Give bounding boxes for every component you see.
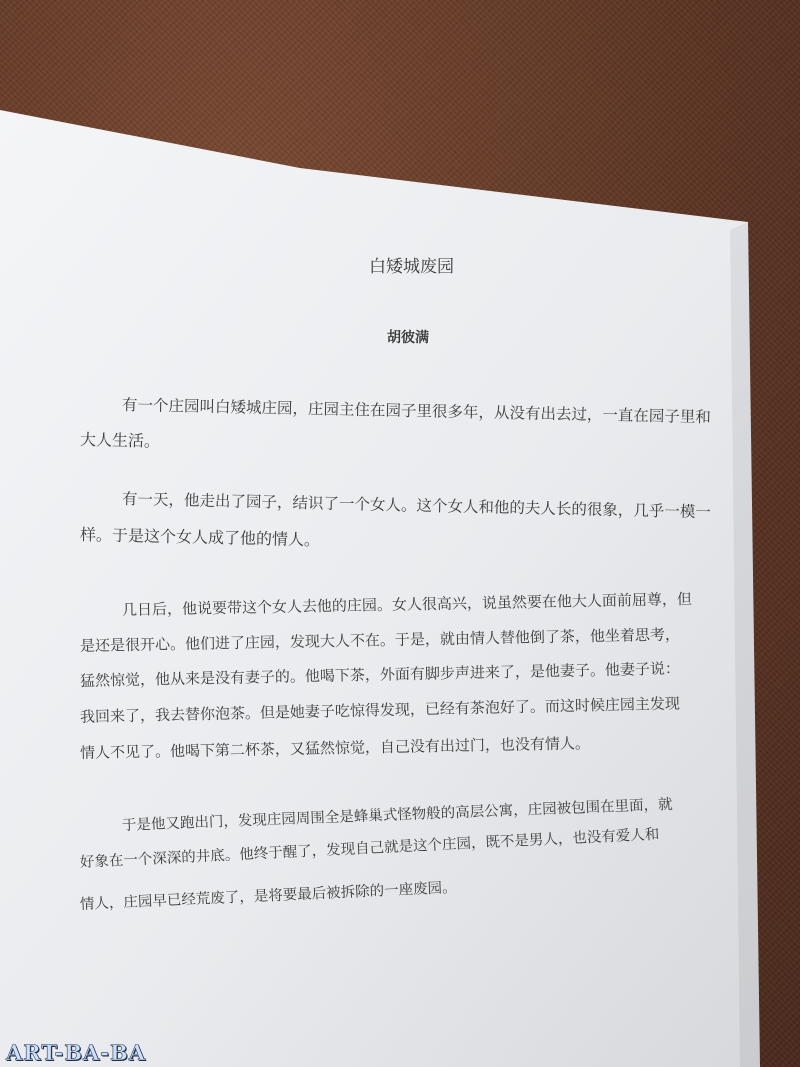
paragraph-line: 于是他又跑出门，发现庄园周围全是蜂巢式怪物般的高层公寓，庄园被包围在里面，就 [121,796,673,834]
watermark-logo: ART-BA-BA [6,1040,147,1065]
paragraph-line: 我回来了，我去替你泡茶。但是她妻子吃惊得发现，已经有茶泡好了。而这时候庄园主发现 [79,694,681,726]
paragraph-line: 大人生活。 [79,430,161,451]
paragraph-line: 好象在一个深深的井底。他终于醒了，发现自己就是这个庄园，既不是男人，也没有爱人和 [79,826,660,871]
paragraph-line: 有一个庄园叫白矮城庄园，庄园主住在园子里很多年，从没有出去过，一直在园子里和 [121,396,712,427]
paragraph-line: 几日后，他说要带这个女人去他的庄园。女人很高兴，说虽然要在他大人面前屈尊，但 [121,590,693,619]
paragraph-line: 样。于是这个女人成了他的情人。 [79,525,321,550]
paragraph-line: 是还是很开心。他们进了庄园，发现大人不在。于是，就由情人替他倒了茶，他坐着思考， [79,625,681,655]
paragraph-line: 情人不见了。他喝下第二杯茶，又猛然惊觉，自己没有出过门，也没有情人。 [79,734,591,762]
paragraph-line: 猛然惊觉，他从来是没有妻子的。他喝下茶，外面有脚步声进来了，是他妻子。他妻子说： [79,659,681,690]
document-author: 胡彼满 [387,330,429,346]
document-title: 白矮城废园 [369,257,454,277]
paragraph-line: 情人，庄园早已经荒废了，是将要最后被拆除的一座废园。 [79,879,457,913]
paragraph-line: 有一天，他走出了园子，结识了一个女人。这个女人和他的夫人长的很象，几乎一模一 [121,490,712,522]
